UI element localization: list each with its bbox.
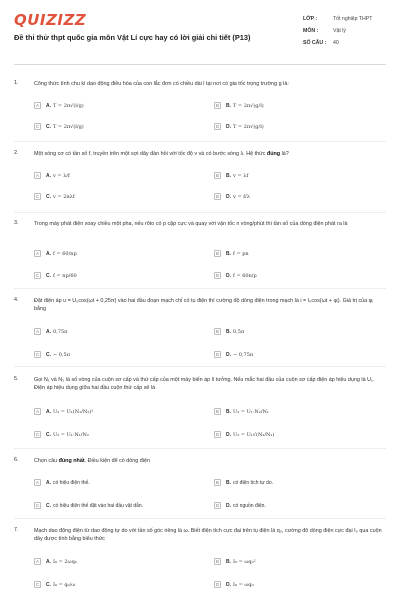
option-letter-box: D: [215, 124, 220, 129]
option-text: U₂ = U₁(N₁/N₂)²: [53, 408, 94, 415]
meta-row-class: [303, 13, 383, 25]
question-number: 2.: [14, 150, 19, 156]
question-divider: [14, 212, 386, 213]
question-number: 6.: [14, 457, 19, 463]
question-number: 1.: [14, 80, 19, 86]
question-text-part: Một sóng cơ có tần số f, truyền trên một sợi dây đàn hồi với tốc độ v và có bước sóng λ. Hệ thức: [34, 151, 267, 157]
option-c[interactable]: [34, 500, 202, 511]
option-prefix: C.: [46, 431, 51, 438]
option-prefix: B.: [226, 250, 231, 257]
option-letter-box: B: [214, 479, 221, 486]
option-prefix: D.: [226, 193, 231, 200]
option-c[interactable]: [34, 579, 202, 590]
option-a[interactable]: [34, 248, 202, 259]
meta-row-count: [303, 37, 383, 49]
option-text: v = λ/f: [53, 172, 70, 179]
option-letter-box: C: [35, 582, 40, 587]
option-prefix: B.: [226, 558, 231, 565]
option-d[interactable]: [214, 500, 382, 511]
option-letter-box: C: [35, 432, 40, 437]
option-letter-box: D: [215, 582, 220, 587]
question-divider: [14, 448, 386, 449]
option-b[interactable]: [214, 326, 382, 337]
option-prefix: C.: [46, 351, 51, 358]
meta-value: Tốt nghiệp THPT: [333, 16, 373, 22]
option-prefix: C.: [46, 193, 51, 200]
option-letter-box: A: [34, 102, 41, 109]
option-letter-box: D: [215, 352, 220, 357]
option-c[interactable]: [34, 349, 202, 360]
option-b[interactable]: [214, 248, 382, 259]
option-letter-box: C: [35, 503, 40, 508]
question-divider: [14, 288, 386, 289]
question-text: Đặt điện áp u = U₀cos(ωt + 0,25π) vào hai đầu đoạn mạch chỉ có tụ điện thì cường độ dòng điện trong mạch là i = I₀cos(ωt + φᵢ). Giá trị của φᵢ bằng: [34, 298, 373, 312]
option-letter-box: B: [214, 328, 221, 335]
question-divider: [14, 366, 386, 367]
meta-label: SỐ CÂU :: [303, 40, 327, 46]
question-text: [34, 457, 386, 465]
option-letter-box: D: [215, 503, 220, 508]
option-prefix: D.: [226, 272, 231, 279]
question-text: [34, 150, 386, 158]
option-b[interactable]: [214, 556, 382, 567]
option-prefix: A.: [46, 250, 51, 257]
question-divider: [14, 141, 386, 142]
option-text: U₂ = U₁·N₂/N₁: [233, 408, 269, 415]
option-text: f = np/60: [53, 272, 77, 279]
option-prefix: A.: [46, 479, 51, 486]
option-prefix: D.: [226, 123, 231, 130]
meta-info: [303, 13, 383, 49]
option-text: có điện tích tự do.: [233, 479, 274, 486]
option-text: có hiệu điện thế đặt vào hai đầu vật dẫn.: [53, 502, 144, 509]
option-c[interactable]: [34, 429, 202, 440]
option-b[interactable]: [214, 477, 382, 488]
option-text: T = 2π√(l/g): [53, 102, 84, 109]
option-prefix: D.: [226, 431, 231, 438]
option-b[interactable]: [214, 406, 382, 417]
option-text: I₀ = 2ωq₀: [53, 558, 77, 565]
option-text: có nguồn điện.: [233, 502, 266, 509]
option-prefix: C.: [46, 581, 51, 588]
option-letter-box: A: [34, 558, 41, 565]
option-text: I₀ = ωq₀: [233, 581, 254, 588]
option-prefix: C.: [46, 272, 51, 279]
option-a[interactable]: [34, 556, 202, 567]
option-d[interactable]: [214, 121, 382, 132]
option-letter-box: B: [214, 408, 221, 415]
option-letter-box: A: [34, 408, 41, 415]
header-divider: [14, 64, 386, 65]
option-text: T = 2π√(g/l): [233, 102, 264, 109]
option-prefix: B.: [226, 408, 231, 415]
option-letter-box: B: [214, 250, 221, 257]
meta-label: LỚP :: [303, 16, 318, 22]
meta-row-subject: [303, 25, 383, 37]
question-number: 4.: [14, 297, 19, 303]
option-text: 0,5π: [233, 328, 245, 335]
question-text-part: Chọn câu: [34, 458, 59, 464]
option-a[interactable]: [34, 477, 202, 488]
option-text: v = 2πλf: [53, 193, 75, 200]
option-a[interactable]: [34, 326, 202, 337]
option-text: f = 60n/p: [233, 272, 257, 279]
option-prefix: B.: [226, 328, 231, 335]
option-prefix: B.: [226, 172, 231, 179]
option-c[interactable]: [34, 270, 202, 281]
option-c[interactable]: [34, 121, 202, 132]
option-prefix: B.: [226, 102, 231, 109]
question-text: Công thức tính chu kì dao động điều hòa của con lắc đơn có chiều dài l tại nơi có gia tốc trọng trường g là:: [34, 81, 289, 87]
option-text: − 0,5π: [53, 351, 71, 358]
option-prefix: A.: [46, 558, 51, 565]
option-text: U₂ = U₁·N₁/N₂: [53, 431, 89, 438]
option-a[interactable]: [34, 170, 202, 181]
option-d[interactable]: [214, 191, 382, 202]
meta-label: MÔN :: [303, 28, 319, 34]
option-d[interactable]: [214, 349, 382, 360]
meta-value: 40: [333, 40, 339, 46]
option-letter-box: D: [215, 432, 220, 437]
option-text: I₀ = q₀/ω: [53, 581, 76, 588]
option-letter-box: A: [34, 328, 41, 335]
option-b[interactable]: [214, 100, 382, 111]
option-prefix: D.: [226, 581, 231, 588]
document-title: Đề thi thử thpt quốc gia môn Vật Lí cực hay có lời giải chi tiết (P13): [14, 33, 251, 42]
option-letter-box: D: [215, 194, 220, 199]
question-divider: [14, 518, 386, 519]
option-prefix: D.: [226, 351, 231, 358]
option-letter-box: C: [35, 352, 40, 357]
option-text: T = 2π√(l/g): [53, 123, 84, 130]
option-prefix: C.: [46, 502, 51, 509]
option-text: v = f/λ: [233, 193, 250, 200]
option-prefix: A.: [46, 102, 51, 109]
option-text: 0,75π: [53, 328, 68, 335]
question-text-part: . Điều kiện để có dòng điện: [84, 458, 150, 464]
question-number: 5.: [14, 376, 19, 382]
question-text: Trong máy phát điện xoay chiều một pha, nếu rôto có p cặp cực và quay với vận tốc n vòng/phút thì tần số của dòng điện phát ra là: [34, 221, 348, 227]
option-letter-box: A: [34, 172, 41, 179]
option-text: f = 60/np: [53, 250, 77, 257]
question-text: Mạch dao động điện từ dao động tự do với tần số góc riêng là ω. Biết điện tích cực đại trên tụ điện là q₀, cường độ dòng điện cực đại I₀ qua cuộn dây được tính bằng biểu thức: [34, 528, 382, 542]
question-text-part: là?: [280, 151, 289, 157]
option-prefix: A.: [46, 172, 51, 179]
option-letter-box: B: [214, 102, 221, 109]
question-text-emphasis: đúng: [266, 151, 281, 157]
option-a[interactable]: [34, 406, 202, 417]
option-text: − 0,75π: [233, 351, 254, 358]
option-prefix: A.: [46, 328, 51, 335]
option-b[interactable]: [214, 170, 382, 181]
option-prefix: C.: [46, 123, 51, 130]
quizizz-logo: QUIZIZZ: [14, 11, 87, 29]
option-d[interactable]: [214, 270, 382, 281]
option-prefix: B.: [226, 479, 231, 486]
option-letter-box: C: [35, 194, 40, 199]
option-text: I₀ = ωq₀²: [233, 558, 256, 565]
option-text: U₂ = U₁√(N₂/N₁): [233, 431, 275, 438]
option-d[interactable]: [214, 579, 382, 590]
question-number: 7.: [14, 527, 19, 533]
option-d[interactable]: [214, 429, 382, 440]
question-text-emphasis: đúng nhất: [58, 458, 85, 464]
option-letter-box: C: [35, 273, 40, 278]
option-letter-box: A: [34, 250, 41, 257]
option-text: v = λf: [233, 172, 249, 179]
question-text: Gọi N₁ và N₂ là số vòng của cuộn sơ cấp và thứ cấp của một máy biến áp lí tưởng. Nếu mắc hai đầu của cuộn sơ cấp điện áp hiệu dụng là U₁. Điện áp hiệu dụng giữa hai đầu cuộn thứ cấp sẽ là: [34, 377, 375, 391]
option-letter-box: B: [214, 172, 221, 179]
question-number: 3.: [14, 220, 19, 226]
option-text: có hiệu điện thế.: [53, 479, 90, 486]
option-prefix: A.: [46, 408, 51, 415]
option-c[interactable]: [34, 191, 202, 202]
option-letter-box: C: [35, 124, 40, 129]
option-a[interactable]: [34, 100, 202, 111]
option-letter-box: A: [34, 479, 41, 486]
option-letter-box: D: [215, 273, 220, 278]
meta-value: Vật lý: [333, 28, 346, 34]
option-text: T = 2π√(g/l): [233, 123, 264, 130]
option-text: f = pn: [233, 250, 249, 257]
option-prefix: D.: [226, 502, 231, 509]
worksheet-header: [0, 0, 400, 62]
option-letter-box: B: [214, 558, 221, 565]
